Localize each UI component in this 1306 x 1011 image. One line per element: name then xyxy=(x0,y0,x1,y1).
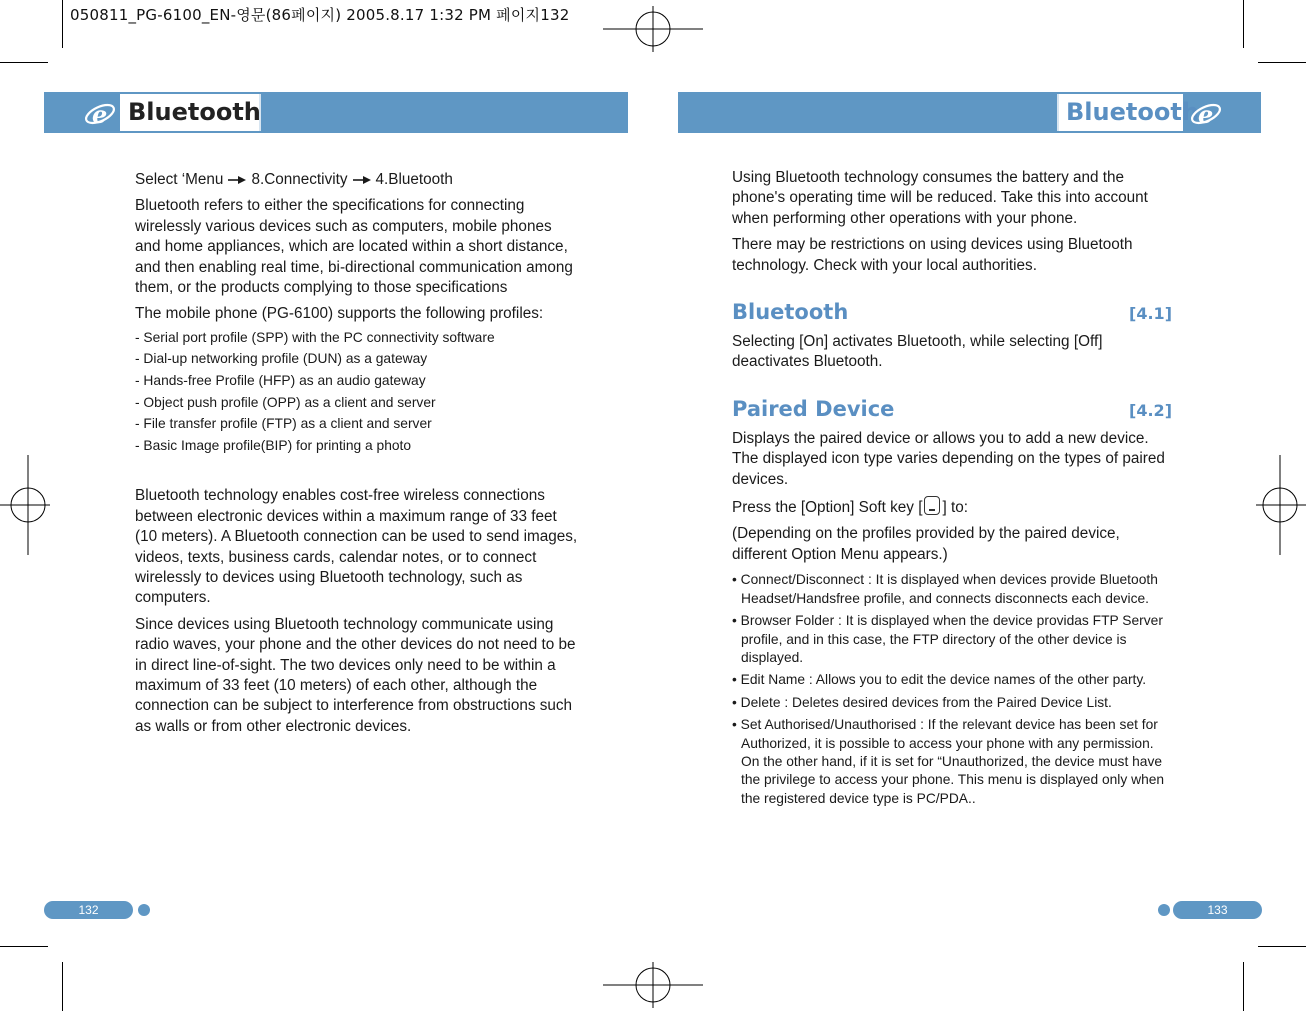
menu-path: Select ‘Menu 8.Connectivity 4.Bluetooth xyxy=(135,171,453,188)
radio-waves-paragraph: Since devices using Bluetooth technology communicate using radio waves, your phone and the other devices do not need to be in direct line-of-sight. The two devices only need to be within a maximum of 33 feet (10 meters) of each other, although the connection can be subject to interference from obstructions such as walls or from other electronic devices. xyxy=(135,615,576,735)
battery-note: Using Bluetooth technology consumes the battery and the phone's operating time will be reduced. Take this into account when performing other operations with your phone. xyxy=(732,169,1148,227)
section-text: Displays the paired device or allows you to add a new device. The displayed icon type varies depending on the types of paired devices. xyxy=(732,429,1165,488)
list-item: - Basic Image profile(BIP) for printing a photo xyxy=(135,437,412,453)
section-heading-paired-device xyxy=(732,397,1172,421)
ie-e-icon xyxy=(82,97,118,129)
list-item: - Object push profile (OPP) as a client and server xyxy=(135,394,436,410)
intro-paragraph: Bluetooth refers to either the specifications for connecting wirelessly various devices such as computers, mobile phones and home appliances, which are located within a short distance, and then enabling real time, bi-directional communication among them, or the products complying to those specifications xyxy=(135,197,573,297)
list-item: - File transfer profile (FTP) as a client and server xyxy=(135,416,432,432)
page-dot-icon xyxy=(138,904,150,916)
section-number: [4.1] xyxy=(1129,304,1172,324)
right-page-title: Bluetooth xyxy=(1057,94,1183,131)
soft-key-icon xyxy=(924,496,940,515)
registration-mark-right-icon xyxy=(1256,455,1306,555)
section-text: Selecting [On] activates Bluetooth, while selecting [Off] deactivates Bluetooth. xyxy=(732,333,1103,371)
arrow-right-icon xyxy=(228,175,246,185)
list-item: • Set Authorised/Unauthorised : If the relevant device has been set for Authorized, it is possible to access your phone with any permission. On the other hand, if it is set for “Unauthorized, the device must have the privilege to access your phone. This menu is displayed only when the registered device type is PC/PDA.. xyxy=(732,717,1165,806)
page-number-left: 132 xyxy=(44,901,133,919)
svg-text:e: e xyxy=(92,100,108,129)
profiles-heading: The mobile phone (PG-6100) supports the following profiles: xyxy=(135,305,544,323)
page-dot-icon xyxy=(1158,904,1170,916)
cost-free-paragraph: Bluetooth technology enables cost-free wireless connections between electronic devices within a maximum range of 33 feet (10 meters). A Bluetooth connection can be used to send images, videos, texts, business cards, calendar notes, or to connect wirelessly to devices using Bluetooth technology, such as computers. xyxy=(135,487,578,607)
registration-mark-top-icon xyxy=(603,6,703,52)
registration-mark-left-icon xyxy=(0,455,50,555)
list-item: - Dial-up networking profile (DUN) as a gateway xyxy=(135,351,428,367)
profiles-list xyxy=(135,327,580,457)
list-item: • Edit Name : Allows you to edit the device names of the other party. xyxy=(732,672,1147,688)
right-page-content xyxy=(732,168,1172,812)
list-item: • Browser Folder : It is displayed when the device providas FTP Server profile, and in this case, the FTP directory of the other device is displayed. xyxy=(732,613,1163,665)
section-heading-bluetooth xyxy=(732,300,1172,324)
print-slug: 050811_PG-6100_EN-영문(86페이지) 2005.8.17 1:32 PM 페이지132 xyxy=(70,6,570,24)
left-page-content xyxy=(135,170,580,743)
ie-e-icon xyxy=(1188,97,1224,129)
registration-mark-bottom-icon xyxy=(603,962,703,1008)
left-page-title: Bluetooth xyxy=(120,94,261,131)
arrow-right-icon xyxy=(353,175,371,185)
svg-text:e: e xyxy=(1198,100,1214,129)
option-note: (Depending on the profiles provided by the paired device, different Option Menu appears.) xyxy=(732,525,1120,563)
list-item: - Hands-free Profile (HFP) as an audio gateway xyxy=(135,373,426,389)
restriction-note: There may be restrictions on using devices using Bluetooth technology. Check with your local authorities. xyxy=(732,236,1133,274)
list-item: • Delete : Deletes desired devices from the Paired Device List. xyxy=(732,694,1112,710)
section-title: Bluetooth xyxy=(732,300,849,325)
option-bullets xyxy=(732,571,1172,808)
list-item: • Connect/Disconnect : It is displayed when devices provide Bluetooth Headset/Handsfree profile, and connects disconnects each device. xyxy=(732,572,1158,606)
section-title: Paired Device xyxy=(732,396,895,421)
section-number: [4.2] xyxy=(1129,400,1172,420)
page-number-right: 133 xyxy=(1173,901,1262,919)
list-item: - Serial port profile (SPP) with the PC connectivity software xyxy=(135,329,495,345)
softkey-instruction: Press the [Option] Soft key [ ] to: xyxy=(732,496,1172,518)
